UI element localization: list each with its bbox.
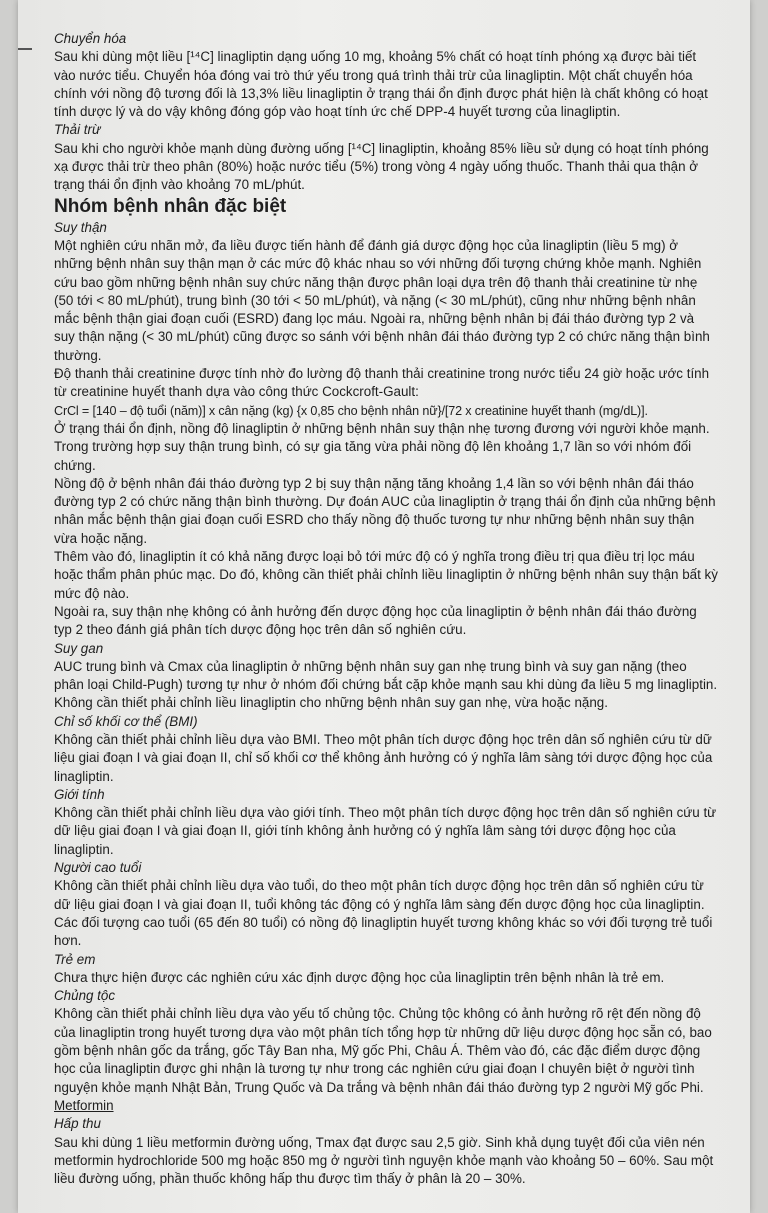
subheading-renal-impairment: Suy thận [54, 219, 107, 235]
paragraph-elderly: Không cần thiết phải chỉnh liều dựa vào tuổi, do theo một phân tích dược động học trên dân số nghiên cứu từ dữ liệu giai đoạn I và giai đoạn II, tuổi không tác động có ý nghĩa lâm sàng đến dược động học của linagliptin. Các đối tượng cao tuổi (65 đến 80 tuổi) có nồng độ linagliptin huyết tương không khác so với đối tượng trẻ tuổi hơn. [54, 878, 713, 949]
paragraph-metabolism: Sau khi dùng một liều [¹⁴C] linagliptin dạng uống 10 mg, khoảng 5% chất có hoạt tính phóng xạ được bài tiết vào nước tiểu. Chuyển hóa đóng vai trò thứ yếu trong quá trình thải trừ của linagliptin. Một chất chuyển hóa chính với nồng độ tương đối là 13,3% liều linagliptin ở trạng thái ổn định được phát hiện là chất không có hoạt tính dược lý và do vậy không đóng góp vào hoạt tính ức chế DPP-4 huyết tương của linagliptin. [54, 49, 708, 120]
document-page [18, 0, 750, 1213]
paragraph-gender: Không cần thiết phải chỉnh liều dựa vào giới tính. Theo một phân tích dược động học trên dân số nghiên cứu từ dữ liệu giai đoạn I và giai đoạn II, giới tính không ảnh hưởng có ý nghĩa lâm sàng tới dược động học của linagliptin. [54, 805, 717, 857]
subheading-elderly: Người cao tuổi [54, 860, 142, 876]
subheading-hepatic-impairment: Suy gan [54, 640, 104, 656]
paragraph-elimination: Sau khi cho người khỏe mạnh dùng đường uống [¹⁴C] linagliptin, khoảng 85% liều sử dụng có hoạt tính phóng xạ được thải trừ theo phân (80%) hoặc nước tiểu (5%) trong vòng 4 ngày uống thuốc. Thanh thải qua thận ở trạng thái ổn định vào khoảng 70 mL/phút. [54, 140, 709, 193]
paragraph-absorption: Sau khi dùng 1 liều metformin đường uống, Tmax đạt được sau 2,5 giờ. Sinh khả dụng tuyệt đối của viên nén metformin hydrochloride 500 mg hoặc 850 mg ở người tình nguyện khỏe mạnh vào khoảng 50 – 60%. Sau một liều đường uống, phần thuốc không hấp thu được tìm thấy ở phân là 20 – 30%. [54, 1134, 714, 1187]
formula-cockcroft-gault: CrCl = [140 – độ tuổi (năm)] x cân nặng (kg) {x 0,85 cho bệnh nhân nữ}/[72 x creatinine huyết thanh (mg/dL)]. [54, 403, 648, 418]
document-body [54, 30, 718, 1188]
paragraph-renal-mild: Ngoài ra, suy thận nhẹ không có ảnh hưởng đến dược động học của linagliptin ở bệnh nhân đái tháo đường typ 2 theo đánh giá phân tích dược động học trên dân số nghiên cứu. [54, 603, 697, 638]
paragraph-creatinine-clearance: Độ thanh thải creatinine được tính nhờ đo lường độ thanh thải creatinine trong nước tiểu 24 giờ hoặc ước tính từ creatinine huyết thanh dựa vào công thức Cockcroft-Gault: [54, 366, 710, 400]
paragraph-renal-study: Một nghiên cứu nhãn mở, đa liều được tiến hành để đánh giá dược động học của linagliptin (liều 5 mg) ở những bệnh nhân suy thận mạn ở các mức độ khác nhau so với những đối tượng chứng khỏe mạnh. Nghiên cứu bao gồm những bệnh nhân suy chức năng thận được phân loại dựa trên độ thanh thải creatinine từ nhẹ (50 tới < 80 mL/phút), trung bình (30 tới < 50 mL/phút), và nặng (< 30 mL/phút), cũng như những bệnh nhân mắc bệnh thận giai đoạn cuối (ESRD) đang lọc máu. Ngoài ra, những bệnh nhân bị đái tháo đường typ 2 và suy thận nặng (< 30 mL/phút) cũng được so sánh với bệnh nhân đái tháo đường typ 2 có chức năng thận bình thường. [54, 237, 710, 363]
subheading-race: Chủng tộc [54, 988, 116, 1004]
paragraph-renal-steady-state: Ở trạng thái ổn định, nồng độ linagliptin ở những bệnh nhân suy thận nhẹ tương đương với người khỏe mạnh. Trong trường hợp suy thận trung bình, có sự gia tăng vừa phải nồng độ lên khoảng 1,7 lần so với nhóm đối chứng. [54, 420, 710, 473]
paragraph-bmi: Không cần thiết phải chỉnh liều dựa vào BMI. Theo một phân tích dược động học trên dân số nghiên cứu từ dữ liệu giai đoạn I và giai đoạn II, chỉ số khối cơ thể không ảnh hưởng có ý nghĩa lâm sàng tới dược động học của linagliptin. [54, 731, 713, 784]
subheading-gender: Giới tính [54, 786, 105, 802]
section-heading-metformin: Metformin [54, 1097, 114, 1113]
paragraph-race: Không cần thiết phải chỉnh liều dựa vào yếu tố chủng tộc. Chủng tộc không có ảnh hưởng rõ rệt đến nồng độ của linagliptin trong huyết tương dựa vào một phân tích tổng hợp từ những dữ liệu dược động học sẵn có, bao gồm bệnh nhân gốc da trắng, gốc Tây Ban nha, Mỹ gốc Phi, Châu Á. Thêm vào đó, các đặc điểm dược động học của linagliptin được ghi nhận là tương tự như trong các nghiên cứu giai đoạn I chuyên biệt ở người tình nguyện khỏe mạnh Nhật Bản, Trung Quốc và Da trắng và bệnh nhân đái tháo đường typ 2 người Mỹ gốc Phi. [54, 1006, 712, 1095]
subheading-bmi: Chỉ số khối cơ thể (BMI) [54, 713, 198, 729]
subheading-absorption: Hấp thu [54, 1116, 101, 1132]
subheading-children: Trẻ em [54, 951, 96, 967]
paragraph-renal-severe: Nồng độ ở bệnh nhân đái tháo đường typ 2 bị suy thận nặng tăng khoảng 1,4 lần so với bệnh nhân đái tháo đường typ 2 có chức năng thận bình thường. Dự đoán AUC của linagliptin ở trạng thái ổn định của những bệnh nhân mắc bệnh thận giai đoạn cuối ESRD cho thấy nồng độ thuốc tương tự như những bệnh nhân suy thận vừa hoặc nặng. [54, 475, 716, 546]
subheading-metabolism: Chuyển hóa [54, 31, 127, 46]
paragraph-renal-dialysis: Thêm vào đó, linagliptin ít có khả năng được loại bỏ tới mức độ có ý nghĩa trong điều trị qua điều trị lọc máu hoặc thẩm phân phúc mạc. Do đó, không cần thiết phải chỉnh liều linagliptin ở những bệnh nhân suy thận bất kỳ mức độ nào. [54, 549, 718, 601]
paragraph-hepatic: AUC trung bình và Cmax của linagliptin ở những bệnh nhân suy gan nhẹ trung bình và suy gan nặng (theo phân loại Child-Pugh) tương tự như ở nhóm đối chứng bắt cặp khỏe mạnh sau khi dùng đa liều 5 mg linagliptin. Không cần thiết phải chỉnh liều linagliptin cho những bệnh nhân suy gan nhẹ, vừa hoặc nặng. [54, 658, 718, 711]
section-heading-special-populations: Nhóm bệnh nhân đặc biệt [54, 195, 287, 217]
subheading-elimination: Thải trừ [54, 122, 101, 138]
paragraph-children: Chưa thực hiện được các nghiên cứu xác định dược động học của linagliptin trên bệnh nhân là trẻ em. [54, 969, 665, 985]
page-edge-mark [18, 48, 32, 50]
